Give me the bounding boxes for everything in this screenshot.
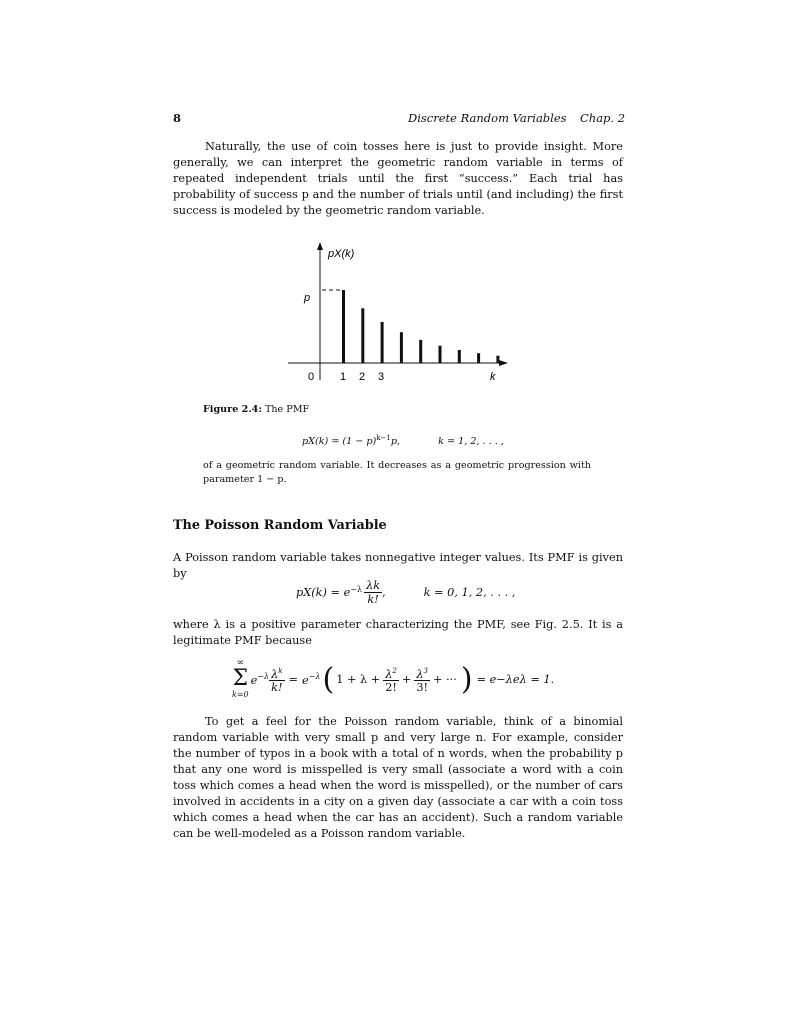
- tick-label-2: 2: [359, 371, 366, 383]
- pmf-bar-3: [381, 322, 384, 363]
- poisson-paragraph-2: where λ is a positive parameter characterizing the PMF, see Fig. 2.5. It is a legitimate PMF because: [173, 618, 623, 647]
- sum-result: = e−λeλ = 1.: [476, 673, 555, 686]
- pmf-bar-4: [400, 332, 403, 363]
- pmf-bar-6: [439, 346, 442, 363]
- caption-formula-exponent: k−1: [376, 434, 391, 442]
- pmf-denominator: k!: [367, 593, 379, 606]
- section-heading: The Poisson Random Variable: [173, 518, 387, 533]
- pmf-range: k = 0, 1, 2, . . . ,: [423, 586, 516, 599]
- pmf-bar-9: [496, 356, 499, 363]
- figure-number: Figure 2.4:: [203, 404, 262, 415]
- pmf-lhs: pX(k) = e: [296, 586, 351, 599]
- figure-caption-label: [203, 403, 309, 417]
- sum-upper-limit: ∞: [236, 658, 245, 668]
- pmf-bar-1: [342, 290, 345, 363]
- running-title: Discrete Random Variables: [408, 111, 567, 125]
- pmf-bar-2: [361, 308, 364, 363]
- geometric-pmf-figure: [280, 240, 520, 390]
- tick-label-3: 3: [378, 371, 385, 383]
- caption-formula-range: k = 1, 2, . . . ,: [438, 436, 504, 448]
- sum-operator: ∞ Σ k=0: [232, 658, 249, 699]
- sum-equation: ∞ Σ k=0 $e^{-\lambda}$ $\frac{\lambda^k}{k!}$ = $e^{-\lambda}$ ( 1 + λ + $\frac{\lambda^2}{2!}$ + $\frac{\lambda^3}{3!}$ + ··· ) = e−λeλ = 1.: [232, 658, 555, 699]
- pmf-bar-7: [458, 350, 461, 363]
- poisson-paragraph-3: To get a feel for the Poisson random variable, think of a binomial random variable with very small p and very large n. For example, consider the number of typos in a book with a total of n words, when the probability p that any one word is misspelled is very small (associate a word with a coin toss which comes a head when the word is misspelled), or the number of cars involved in accidents in a city on a given day (associate a car with a coin toss which comes a head when the car has an accident). Such a random variable can be well-modeled as a Poisson random variable.: [173, 715, 623, 840]
- x-axis-arrow-icon: [499, 360, 508, 366]
- chapter-label: Chap. 2: [580, 111, 626, 125]
- poisson-pmf-equation: pX(k) = e $^{-\lambda}$ $\frac{\lambda k}{k!}$ , k = 0, 1, 2, . . . ,: [296, 579, 516, 606]
- poisson-paragraph-1: A Poisson random variable takes nonnegative integer values. Its PMF is given by: [173, 551, 623, 580]
- caption-text: of a geometric random variable. It decreases as a geometric progression with parameter 1 − p.: [203, 460, 591, 485]
- sum-lower-limit: k=0: [232, 690, 249, 699]
- y-axis-arrow-icon: [317, 242, 323, 250]
- intro-paragraph: Naturally, the use of coin tosses here is just to provide insight. More generally, we can interpret the geometric random variable in terms of repeated independent trials until the first “success.” Each trial has probability of success p and the number of trials until (and including) the first success is modeled by the geometric random variable.: [173, 140, 623, 217]
- pmf-exponent: −λ: [350, 585, 363, 594]
- page-number: 8: [173, 111, 182, 125]
- caption-formula-rhs: p,: [390, 436, 401, 448]
- caption-formula-lhs: pX(k) = (1 − p): [302, 436, 377, 448]
- p-label: p: [304, 292, 311, 304]
- pmf-fraction: [364, 579, 382, 606]
- caption-formula: [302, 431, 504, 449]
- y-axis-label: pX(k): [328, 248, 355, 260]
- x-axis-label: k: [490, 371, 496, 383]
- pmf-bar-8: [477, 353, 480, 363]
- pmf-bar-5: [419, 340, 422, 363]
- figure-title: The PMF: [264, 404, 310, 415]
- pmf-numerator: λk: [366, 579, 381, 592]
- tick-label-1: 1: [340, 371, 347, 383]
- tick-label-0: 0: [308, 371, 315, 383]
